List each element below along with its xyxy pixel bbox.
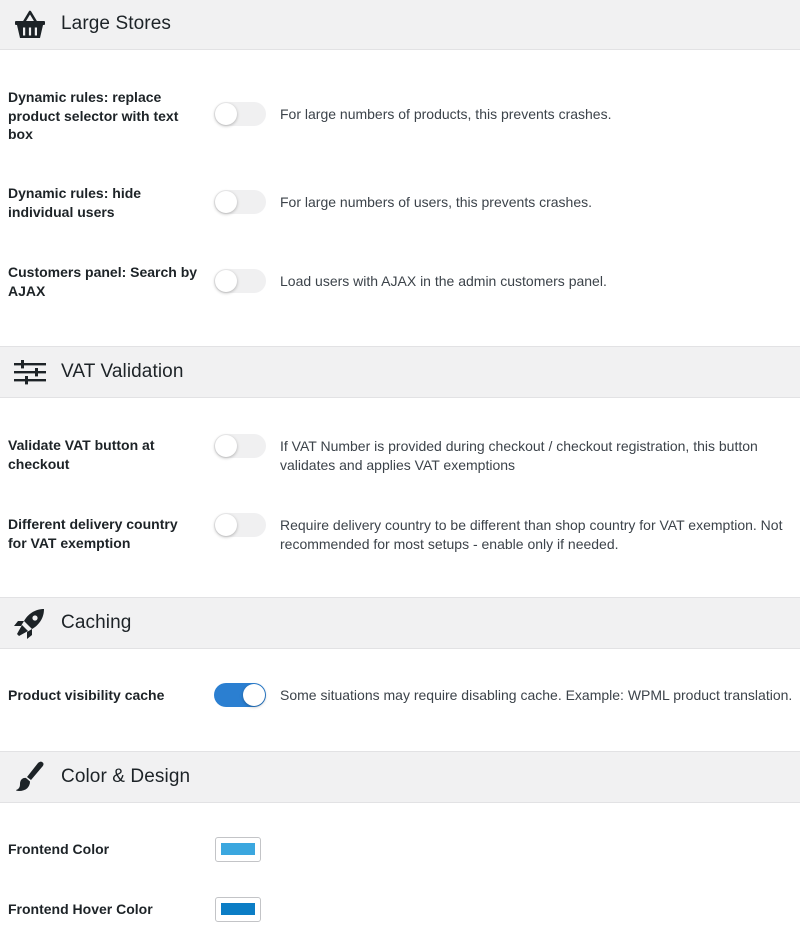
toggle-knob (215, 514, 237, 536)
setting-label: Product visibility cache (8, 687, 165, 703)
setting-description: Some situations may require disabling cache. Example: WPML product translation. (280, 687, 793, 703)
section-header-vat-validation (0, 346, 800, 398)
setting-label: Customers panel: Search by AJAX (8, 264, 198, 299)
toggle-knob (215, 435, 237, 457)
section-header-caching (0, 597, 800, 649)
setting-description: Require delivery country to be different than shop country for VAT exemption. Not recommended for most setups - enable only if needed. (280, 517, 783, 552)
section-title: VAT Validation (61, 361, 184, 382)
setting-label: Frontend Color (8, 841, 110, 857)
frontend-color-picker[interactable] (215, 837, 261, 862)
setting-label: Different delivery country for VAT exemption (8, 516, 178, 551)
toggle-validate-vat-button[interactable] (214, 434, 266, 458)
section-header-large-stores (0, 0, 800, 50)
toggle-replace-product-selector[interactable] (214, 102, 266, 126)
rocket-icon (13, 606, 47, 640)
basket-icon (13, 7, 47, 41)
section-title: Caching (61, 612, 132, 633)
color-swatch-fill (221, 843, 255, 855)
setting-label: Dynamic rules: hide individual users (8, 185, 142, 220)
section-title: Color & Design (61, 766, 191, 787)
toggle-hide-individual-users[interactable] (214, 190, 266, 214)
setting-description: For large numbers of users, this prevents crashes. (280, 194, 593, 210)
toggle-different-delivery-country[interactable] (214, 513, 266, 537)
setting-label: Dynamic rules: replace product selector with text box (8, 89, 179, 142)
setting-description: Load users with AJAX in the admin customers panel. (280, 273, 607, 289)
toggle-knob (215, 270, 237, 292)
setting-label: Validate VAT button at checkout (8, 437, 155, 472)
paintbrush-icon (13, 760, 47, 794)
toggle-search-by-ajax[interactable] (214, 269, 266, 293)
toggle-knob (243, 684, 265, 706)
sliders-icon (13, 355, 47, 389)
toggle-product-visibility-cache[interactable] (214, 683, 266, 707)
color-swatch-fill (221, 903, 255, 915)
section-title: Large Stores (61, 13, 171, 34)
frontend-hover-color-picker[interactable] (215, 897, 261, 922)
setting-label: Frontend Hover Color (8, 901, 153, 917)
toggle-knob (215, 103, 237, 125)
setting-description: If VAT Number is provided during checkout / checkout registration, this button validates and applies VAT exemptions (280, 438, 758, 473)
section-header-color-design (0, 751, 800, 803)
setting-description: For large numbers of products, this prevents crashes. (280, 106, 612, 122)
toggle-knob (215, 191, 237, 213)
